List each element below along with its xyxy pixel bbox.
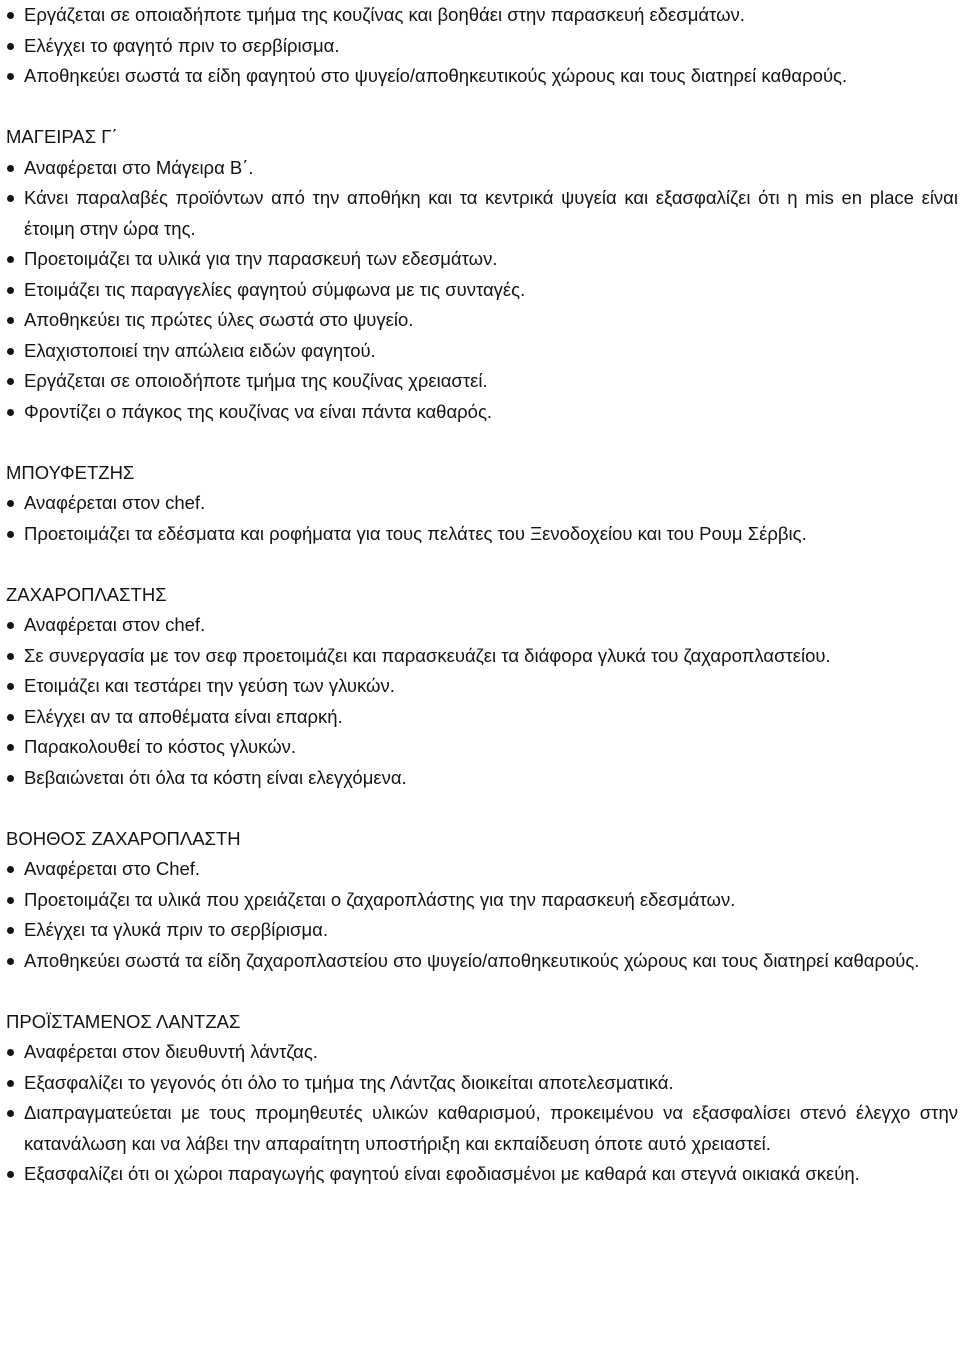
list-item: Προετοιμάζει τα υλικά για την παρασκευή των εδεσμάτων. xyxy=(6,244,958,275)
list-item: Αναφέρεται στο Chef. xyxy=(6,854,958,885)
list-item: Κάνει παραλαβές προϊόντων από την αποθήκη και τα κεντρικά ψυγεία και εξασφαλίζει ότι η mis en place είναι έτοιμη στην ώρα της. xyxy=(6,183,958,244)
list-item: Ελαχιστοποιεί την απώλεια ειδών φαγητού. xyxy=(6,336,958,367)
list-item: Ελέγχει το φαγητό πριν το σερβίρισμα. xyxy=(6,31,958,62)
list-item: Εξασφαλίζει ότι οι χώροι παραγωγής φαγητού είναι εφοδιασμένοι με καθαρά και στεγνά οικιακά σκεύη. xyxy=(6,1159,958,1190)
bullet-icon xyxy=(7,1080,14,1087)
section-title: ΖΑΧΑΡΟΠΛΑΣΤΗΣ xyxy=(6,583,167,605)
bullet-icon xyxy=(7,165,14,172)
bullet-icon xyxy=(7,195,14,202)
bullet-icon xyxy=(7,714,14,721)
list-item: Προετοιμάζει τα εδέσματα και ροφήματα για τους πελάτες του Ξενοδοχείου και του Ρουμ Σέρβις. xyxy=(6,519,958,550)
bullet-icon xyxy=(7,378,14,385)
list-item: Εργάζεται σε οποιαδήποτε τμήμα της κουζίνας και βοηθάει στην παρασκευή εδεσμάτων. xyxy=(6,0,958,31)
bullet-icon xyxy=(7,653,14,660)
bullet-icon xyxy=(7,958,14,965)
list-item: Ελέγχει αν τα αποθέματα είναι επαρκή. xyxy=(6,702,958,733)
spacer xyxy=(6,549,958,580)
list-item: Αποθηκεύει σωστά τα είδη ζαχαροπλαστείου στο ψυγείο/αποθηκευτικούς χώρους και τους διατηρεί καθαρούς. xyxy=(6,946,958,977)
section-list xyxy=(6,153,958,428)
bullet-icon xyxy=(7,927,14,934)
section-list xyxy=(6,610,958,793)
bullet-icon xyxy=(7,317,14,324)
bullet-icon xyxy=(7,531,14,538)
spacer xyxy=(6,976,958,1007)
bullet-icon xyxy=(7,1049,14,1056)
bullet-icon xyxy=(7,43,14,50)
bullet-icon xyxy=(7,73,14,80)
bullet-icon xyxy=(7,775,14,782)
list-item: Εξασφαλίζει το γεγονός ότι όλο το τμήμα της Λάντζας διοικείται αποτελεσματικά. xyxy=(6,1068,958,1099)
list-item: Παρακολουθεί το κόστος γλυκών. xyxy=(6,732,958,763)
spacer xyxy=(6,793,958,824)
list-item: Ετοιμάζει και τεστάρει την γεύση των γλυκών. xyxy=(6,671,958,702)
section-title: ΜΠΟΥΦΕΤΖΗΣ xyxy=(6,461,135,483)
bullet-icon xyxy=(7,622,14,629)
bullet-icon xyxy=(7,287,14,294)
section-list xyxy=(6,854,958,976)
list-item: Αναφέρεται στον διευθυντή λάντζας. xyxy=(6,1037,958,1068)
section-title: ΠΡΟΪΣΤΑΜΕΝΟΣ ΛΑΝΤΖΑΣ xyxy=(6,1010,241,1032)
list-item: Διαπραγματεύεται με τους προμηθευτές υλικών καθαρισμού, προκειμένου να εξασφαλίσει στενό έλεγχο στην κατανάλωση και να λάβει την απαραίτητη υποστήριξη και εκπαίδευση όποτε αυτό χρειαστεί. xyxy=(6,1098,958,1159)
section-title: ΜΑΓΕΙΡΑΣ Γ΄ xyxy=(6,126,118,147)
section-title: ΒΟΗΘΟΣ ΖΑΧΑΡΟΠΛΑΣΤΗ xyxy=(6,827,241,849)
bullet-icon xyxy=(7,866,14,873)
list-item: Προετοιμάζει τα υλικά που χρειάζεται ο ζαχαροπλάστης για την παρασκευή εδεσμάτων. xyxy=(6,885,958,916)
bullet-icon xyxy=(7,1110,14,1117)
bullet-icon xyxy=(7,256,14,263)
list-item: Βεβαιώνεται ότι όλα τα κόστη είναι ελεγχόμενα. xyxy=(6,763,958,794)
list-item: Ετοιμάζει τις παραγγελίες φαγητού σύμφωνα με τις συνταγές. xyxy=(6,275,958,306)
list-item: Αναφέρεται στο Μάγειρα Β΄. xyxy=(6,153,958,184)
list-item: Ελέγχει τα γλυκά πριν το σερβίρισμα. xyxy=(6,915,958,946)
list-item: Σε συνεργασία με τον σεφ προετοιμάζει και παρασκευάζει τα διάφορα γλυκά του ζαχαροπλαστείου. xyxy=(6,641,958,672)
bullet-icon xyxy=(7,409,14,416)
list-item: Αποθηκεύει τις πρώτες ύλες σωστά στο ψυγείο. xyxy=(6,305,958,336)
bullet-icon xyxy=(7,897,14,904)
list-item: Αναφέρεται στον chef. xyxy=(6,488,958,519)
section-list xyxy=(6,1037,958,1190)
bullet-icon xyxy=(7,500,14,507)
spacer xyxy=(6,92,958,123)
list-item: Αναφέρεται στον chef. xyxy=(6,610,958,641)
list-item: Φροντίζει ο πάγκος της κουζίνας να είναι πάντα καθαρός. xyxy=(6,397,958,428)
section-list xyxy=(6,488,958,549)
bullet-icon xyxy=(7,12,14,19)
bullet-icon xyxy=(7,348,14,355)
list-item: Εργάζεται σε οποιοδήποτε τμήμα της κουζίνας χρειαστεί. xyxy=(6,366,958,397)
bullet-icon xyxy=(7,1171,14,1178)
spacer xyxy=(6,427,958,458)
intro-list xyxy=(6,0,958,92)
bullet-icon xyxy=(7,683,14,690)
list-item: Αποθηκεύει σωστά τα είδη φαγητού στο ψυγείο/αποθηκευτικούς χώρους και τους διατηρεί καθαρούς. xyxy=(6,61,958,92)
bullet-icon xyxy=(7,744,14,751)
